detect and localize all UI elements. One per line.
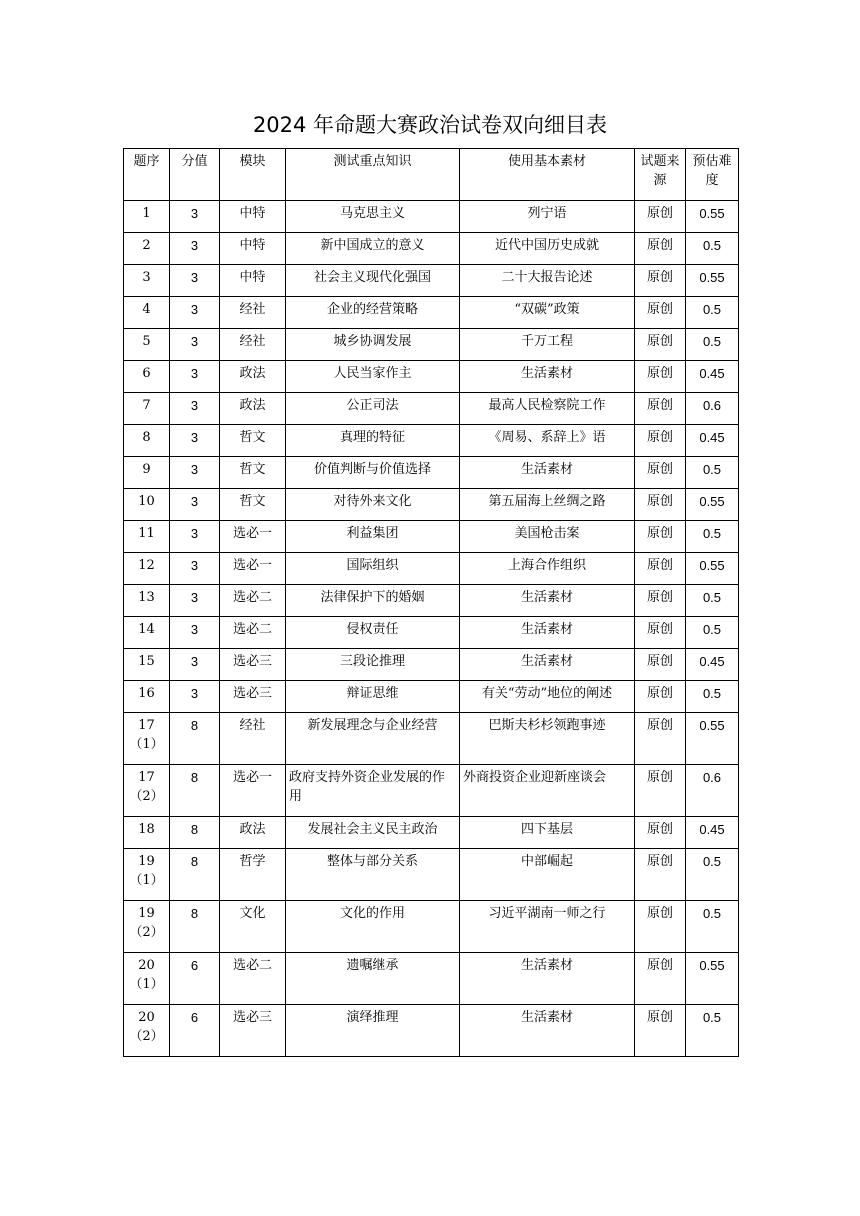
cell-material: 千万工程	[460, 329, 635, 361]
spec-table	[123, 148, 739, 1057]
cell-score: 8	[170, 849, 220, 901]
cell-source: 原创	[635, 901, 686, 953]
cell-knowledge: 演绎推理	[286, 1005, 460, 1057]
cell-score: 3	[170, 297, 220, 329]
cell-score: 8	[170, 713, 220, 765]
cell-seq: 5	[124, 329, 170, 361]
cell-score: 3	[170, 649, 220, 681]
cell-knowledge: 人民当家作主	[286, 361, 460, 393]
cell-difficulty: 0.6	[686, 765, 739, 817]
table-header-row	[124, 149, 739, 201]
table-row	[124, 1005, 739, 1057]
cell-score: 3	[170, 233, 220, 265]
cell-knowledge: 社会主义现代化强国	[286, 265, 460, 297]
cell-seq: 19（1）	[124, 849, 170, 901]
cell-source: 原创	[635, 233, 686, 265]
cell-seq: 10	[124, 489, 170, 521]
cell-source: 原创	[635, 553, 686, 585]
cell-seq: 8	[124, 425, 170, 457]
cell-source: 原创	[635, 489, 686, 521]
cell-knowledge: 整体与部分关系	[286, 849, 460, 901]
cell-seq: 9	[124, 457, 170, 489]
cell-score: 3	[170, 265, 220, 297]
cell-source: 原创	[635, 585, 686, 617]
cell-knowledge: 利益集团	[286, 521, 460, 553]
cell-module: 中特	[220, 233, 286, 265]
table-row	[124, 553, 739, 585]
table-row	[124, 297, 739, 329]
table-row	[124, 265, 739, 297]
cell-source: 原创	[635, 617, 686, 649]
cell-module: 政法	[220, 361, 286, 393]
cell-material: 美国枪击案	[460, 521, 635, 553]
cell-knowledge: 新发展理念与企业经营	[286, 713, 460, 765]
cell-knowledge: 对待外来文化	[286, 489, 460, 521]
cell-difficulty: 0.5	[686, 457, 739, 489]
cell-score: 6	[170, 953, 220, 1005]
cell-difficulty: 0.6	[686, 393, 739, 425]
table-row	[124, 425, 739, 457]
cell-seq: 7	[124, 393, 170, 425]
cell-seq: 20（1）	[124, 953, 170, 1005]
cell-difficulty: 0.45	[686, 361, 739, 393]
cell-source: 原创	[635, 393, 686, 425]
cell-difficulty: 0.45	[686, 817, 739, 849]
cell-difficulty: 0.5	[686, 521, 739, 553]
cell-seq: 20（2）	[124, 1005, 170, 1057]
cell-knowledge: 发展社会主义民主政治	[286, 817, 460, 849]
cell-source: 原创	[635, 681, 686, 713]
cell-difficulty: 0.55	[686, 713, 739, 765]
cell-module: 选必一	[220, 521, 286, 553]
cell-module: 文化	[220, 901, 286, 953]
cell-difficulty: 0.5	[686, 329, 739, 361]
cell-difficulty: 0.5	[686, 1005, 739, 1057]
cell-material: 上海合作组织	[460, 553, 635, 585]
cell-module: 中特	[220, 265, 286, 297]
cell-score: 6	[170, 1005, 220, 1057]
table-row	[124, 617, 739, 649]
cell-material: 《周易、系辞上》语	[460, 425, 635, 457]
cell-material: 中部崛起	[460, 849, 635, 901]
cell-module: 经社	[220, 297, 286, 329]
cell-seq: 19（2）	[124, 901, 170, 953]
cell-seq: 12	[124, 553, 170, 585]
cell-module: 选必一	[220, 765, 286, 817]
cell-score: 3	[170, 425, 220, 457]
table-row	[124, 713, 739, 765]
cell-module: 选必一	[220, 553, 286, 585]
cell-seq: 6	[124, 361, 170, 393]
cell-material: 第五届海上丝绸之路	[460, 489, 635, 521]
cell-knowledge: 辩证思维	[286, 681, 460, 713]
header-difficulty: 预估难度	[686, 149, 739, 201]
cell-score: 3	[170, 201, 220, 233]
cell-score: 3	[170, 393, 220, 425]
table-row	[124, 817, 739, 849]
cell-score: 3	[170, 681, 220, 713]
cell-source: 原创	[635, 953, 686, 1005]
cell-module: 选必二	[220, 585, 286, 617]
cell-knowledge: 价值判断与价值选择	[286, 457, 460, 489]
cell-module: 哲学	[220, 849, 286, 901]
cell-material: 列宁语	[460, 201, 635, 233]
table-row	[124, 953, 739, 1005]
cell-module: 选必三	[220, 681, 286, 713]
cell-seq: 11	[124, 521, 170, 553]
cell-seq: 1	[124, 201, 170, 233]
cell-module: 经社	[220, 329, 286, 361]
cell-material: 外商投资企业迎新座谈会	[460, 765, 635, 817]
cell-seq: 16	[124, 681, 170, 713]
cell-seq: 4	[124, 297, 170, 329]
cell-difficulty: 0.55	[686, 265, 739, 297]
cell-difficulty: 0.55	[686, 489, 739, 521]
cell-material: 有关“劳动”地位的阐述	[460, 681, 635, 713]
cell-score: 3	[170, 329, 220, 361]
cell-knowledge: 遗嘱继承	[286, 953, 460, 1005]
cell-material: 生活素材	[460, 457, 635, 489]
table-row	[124, 901, 739, 953]
cell-source: 原创	[635, 265, 686, 297]
cell-source: 原创	[635, 849, 686, 901]
cell-score: 3	[170, 521, 220, 553]
cell-difficulty: 0.55	[686, 553, 739, 585]
cell-module: 选必二	[220, 953, 286, 1005]
cell-material: 习近平湖南一师之行	[460, 901, 635, 953]
cell-module: 哲文	[220, 489, 286, 521]
cell-difficulty: 0.5	[686, 617, 739, 649]
cell-source: 原创	[635, 361, 686, 393]
cell-module: 政法	[220, 393, 286, 425]
cell-module: 哲文	[220, 457, 286, 489]
table-row	[124, 681, 739, 713]
header-source: 试题来源	[635, 149, 686, 201]
cell-score: 3	[170, 457, 220, 489]
cell-source: 原创	[635, 329, 686, 361]
table-row	[124, 329, 739, 361]
cell-source: 原创	[635, 297, 686, 329]
cell-material: 四下基层	[460, 817, 635, 849]
cell-knowledge: 马克思主义	[286, 201, 460, 233]
cell-material: 生活素材	[460, 617, 635, 649]
cell-module: 选必三	[220, 1005, 286, 1057]
cell-knowledge: 侵权责任	[286, 617, 460, 649]
cell-difficulty: 0.55	[686, 201, 739, 233]
cell-source: 原创	[635, 713, 686, 765]
cell-knowledge: 国际组织	[286, 553, 460, 585]
header-knowledge: 测试重点知识	[286, 149, 460, 201]
cell-knowledge: 文化的作用	[286, 901, 460, 953]
cell-score: 3	[170, 553, 220, 585]
cell-material: 生活素材	[460, 585, 635, 617]
cell-seq: 17（1）	[124, 713, 170, 765]
cell-knowledge: 公正司法	[286, 393, 460, 425]
header-material: 使用基本素材	[460, 149, 635, 201]
cell-difficulty: 0.5	[686, 681, 739, 713]
cell-score: 3	[170, 585, 220, 617]
cell-source: 原创	[635, 457, 686, 489]
cell-difficulty: 0.55	[686, 953, 739, 1005]
cell-material: 生活素材	[460, 649, 635, 681]
cell-seq: 2	[124, 233, 170, 265]
cell-knowledge: 真理的特征	[286, 425, 460, 457]
cell-difficulty: 0.5	[686, 233, 739, 265]
table-row	[124, 649, 739, 681]
cell-module: 哲文	[220, 425, 286, 457]
cell-material: 二十大报告论述	[460, 265, 635, 297]
cell-source: 原创	[635, 1005, 686, 1057]
cell-knowledge: 城乡协调发展	[286, 329, 460, 361]
table-row	[124, 765, 739, 817]
cell-seq: 14	[124, 617, 170, 649]
cell-knowledge: 企业的经营策略	[286, 297, 460, 329]
cell-score: 3	[170, 489, 220, 521]
cell-module: 选必二	[220, 617, 286, 649]
cell-score: 3	[170, 617, 220, 649]
table-row	[124, 521, 739, 553]
table-row	[124, 849, 739, 901]
cell-material: “双碳”政策	[460, 297, 635, 329]
cell-module: 政法	[220, 817, 286, 849]
cell-material: 生活素材	[460, 953, 635, 1005]
cell-seq: 13	[124, 585, 170, 617]
cell-difficulty: 0.45	[686, 425, 739, 457]
cell-module: 选必三	[220, 649, 286, 681]
cell-seq: 15	[124, 649, 170, 681]
cell-seq: 3	[124, 265, 170, 297]
cell-score: 8	[170, 901, 220, 953]
table-row	[124, 489, 739, 521]
cell-material: 生活素材	[460, 1005, 635, 1057]
cell-difficulty: 0.45	[686, 649, 739, 681]
table-row	[124, 393, 739, 425]
cell-source: 原创	[635, 765, 686, 817]
table-row	[124, 201, 739, 233]
cell-source: 原创	[635, 425, 686, 457]
table-row	[124, 233, 739, 265]
header-score: 分值	[170, 149, 220, 201]
cell-module: 经社	[220, 713, 286, 765]
cell-source: 原创	[635, 521, 686, 553]
cell-seq: 17（2）	[124, 765, 170, 817]
cell-source: 原创	[635, 817, 686, 849]
cell-score: 3	[170, 361, 220, 393]
cell-source: 原创	[635, 649, 686, 681]
table-row	[124, 457, 739, 489]
cell-source: 原创	[635, 201, 686, 233]
table-row	[124, 361, 739, 393]
cell-difficulty: 0.5	[686, 849, 739, 901]
cell-material: 巴斯夫杉杉领跑事迹	[460, 713, 635, 765]
cell-module: 中特	[220, 201, 286, 233]
cell-difficulty: 0.5	[686, 585, 739, 617]
header-module: 模块	[220, 149, 286, 201]
page-title: 2024 年命题大赛政治试卷双向细目表	[252, 113, 608, 137]
table-row	[124, 585, 739, 617]
cell-score: 8	[170, 817, 220, 849]
cell-difficulty: 0.5	[686, 901, 739, 953]
cell-material: 生活素材	[460, 361, 635, 393]
cell-material: 最高人民检察院工作	[460, 393, 635, 425]
cell-knowledge: 法律保护下的婚姻	[286, 585, 460, 617]
cell-knowledge: 新中国成立的意义	[286, 233, 460, 265]
cell-score: 8	[170, 765, 220, 817]
header-seq: 题序	[124, 149, 170, 201]
cell-knowledge: 政府支持外资企业发展的作用	[286, 765, 460, 817]
cell-difficulty: 0.5	[686, 297, 739, 329]
cell-knowledge: 三段论推理	[286, 649, 460, 681]
table-body	[124, 201, 739, 1057]
cell-seq: 18	[124, 817, 170, 849]
cell-material: 近代中国历史成就	[460, 233, 635, 265]
